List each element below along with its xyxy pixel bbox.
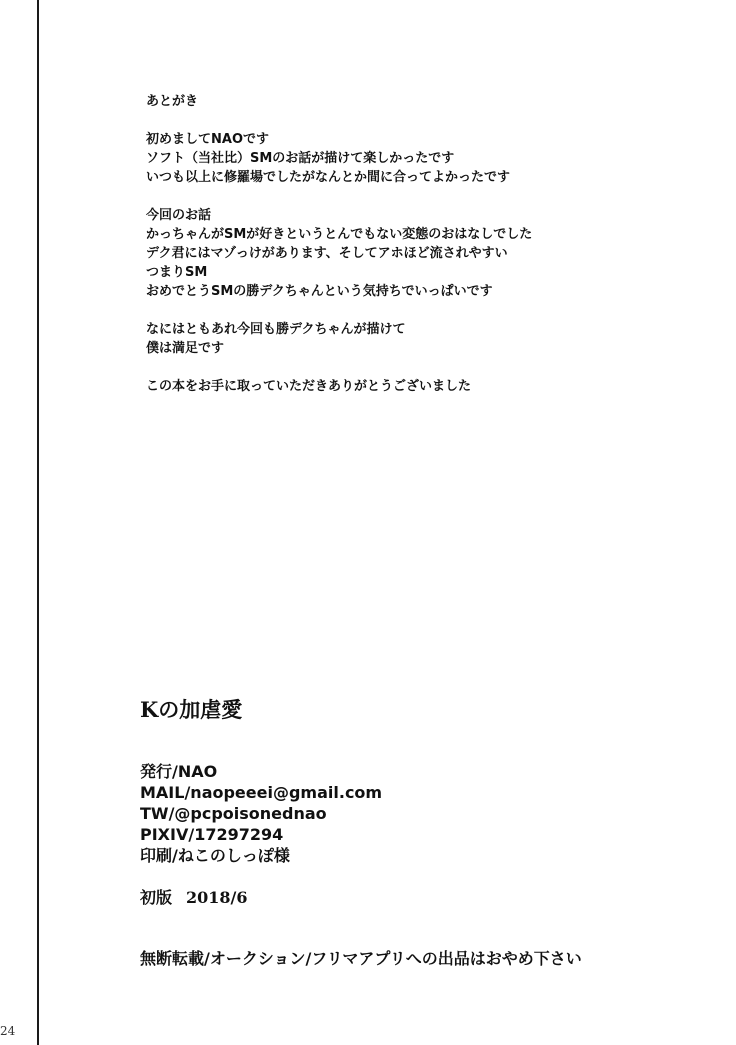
afterword-line: デク君にはマゾっけがあります、そしてアホほど流されやすい — [146, 246, 508, 261]
publisher-line: 発行/NAO — [140, 762, 218, 781]
afterword-line: なにはともあれ今回も勝デクちゃんが描けて — [146, 322, 406, 337]
pixiv-line: PIXIV/17297294 — [140, 825, 284, 844]
afterword-line: つまりSM — [146, 265, 208, 280]
afterword-line: 僕は満足です — [146, 341, 225, 356]
page-number: 24 — [0, 1024, 16, 1038]
mail-line: MAIL/naopeeei@gmail.com — [140, 783, 383, 802]
afterword-section — [146, 92, 706, 396]
edition-label: 初版 — [140, 888, 173, 907]
afterword-line: ソフト（当社比）SMのお話が描けて楽しかったです — [146, 151, 455, 166]
colophon-section — [140, 693, 720, 970]
reproduction-notice: 無断転載/オークション/フリマアプリへの出品はおやめ下さい — [140, 949, 582, 968]
printer-line: 印刷/ねこのしっぽ様 — [140, 846, 290, 865]
gutter-line — [37, 0, 39, 1045]
edition-line — [140, 887, 720, 909]
afterword-line: 初めましてNAOです — [146, 132, 269, 147]
book-title: Kの加虐愛 — [140, 697, 243, 722]
afterword-line: おめでとうSMの勝デクちゃんという気持ちでいっぱいです — [146, 284, 493, 299]
edition-date: 2018/6 — [186, 888, 248, 907]
afterword-line: いつも以上に修羅場でしたがなんとか間に合ってよかったです — [146, 170, 511, 185]
afterword-line: かっちゃんがSMが好きというとんでもない変態のおはなしでした — [146, 227, 533, 242]
afterword-heading: あとがき — [146, 94, 199, 109]
afterword-closing: この本をお手に取っていただきありがとうございました — [146, 379, 472, 394]
publication-info — [140, 761, 720, 866]
twitter-line: TW/@pcpoisonednao — [140, 804, 327, 823]
afterword-line: 今回のお話 — [146, 208, 212, 223]
